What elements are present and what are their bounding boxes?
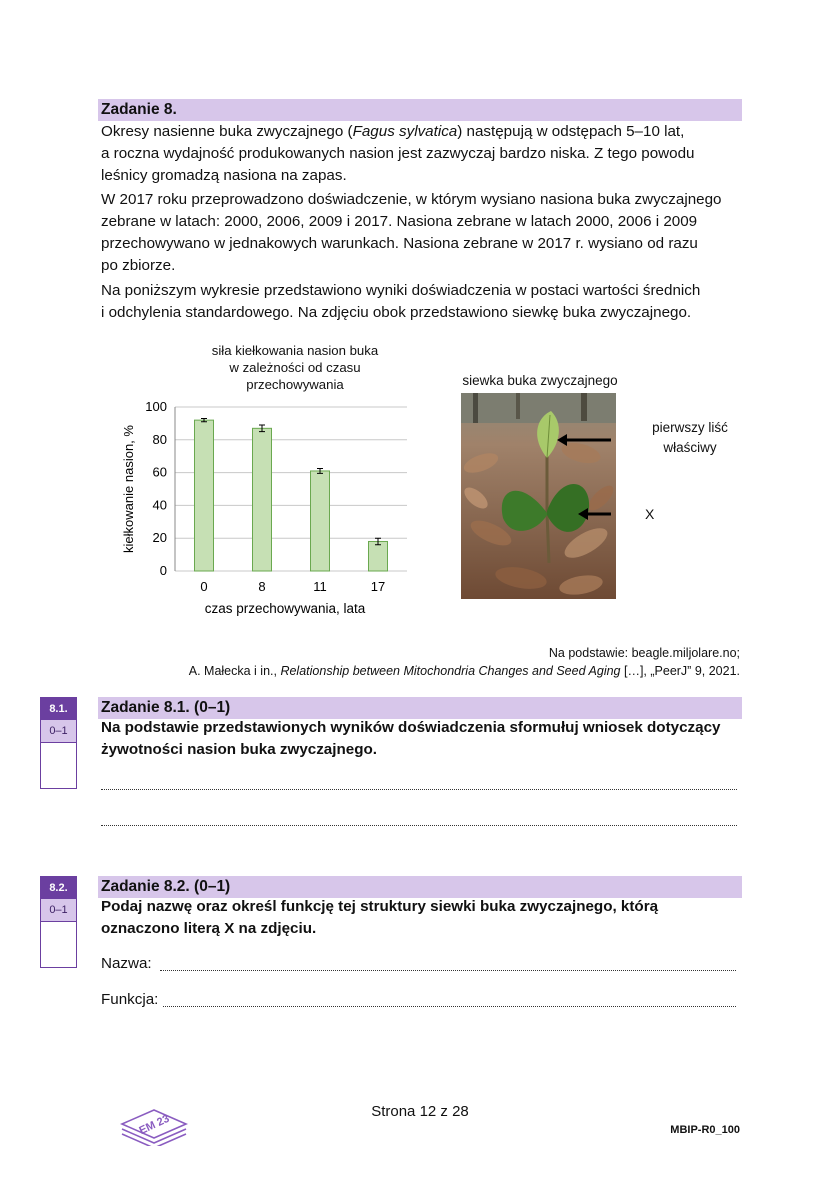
chart-x-axis-label: czas przechowywania, lata — [204, 601, 366, 616]
intro-line-3: leśnicy gromadzą nasiona na zapas. — [101, 167, 347, 184]
first-leaf-label — [630, 418, 750, 458]
germination-chart — [110, 395, 420, 625]
function-answer-line[interactable] — [163, 1005, 736, 1007]
chart-y-tick-label: 20 — [152, 530, 167, 546]
chart-x-tick-label: 8 — [258, 579, 266, 594]
chart-y-tick-label: 100 — [145, 399, 167, 414]
first-leaf-label-line-2: właściwy — [663, 440, 717, 455]
exam-code: MBIP-R0_100 — [670, 1124, 740, 1136]
chart-description-line-2: i odchylenia standardowego. Na zdjęciu obok przedstawiono siewkę buka zwyczajnego. — [101, 304, 692, 321]
chart-bar — [369, 541, 388, 571]
answer-line-2[interactable] — [101, 824, 737, 826]
chart-bar — [253, 428, 272, 571]
chart-bar — [311, 471, 330, 571]
first-leaf-label-line-1: pierwszy liść — [652, 420, 728, 435]
chart-bar — [195, 420, 214, 571]
task-8-1-number: 8.1. — [41, 698, 76, 720]
intro-line-1: Okresy nasienne buka zwyczajnego (Fagus sylvatica) następują w odstępach 5–10 lat, — [101, 123, 685, 140]
exam-logo-text: EM 23 — [137, 1112, 172, 1138]
chart-y-tick-label: 0 — [159, 563, 167, 578]
experiment-line-4: po zbiorze. — [101, 257, 176, 274]
chart-x-tick-label: 17 — [370, 579, 386, 594]
task-8-1-score-box — [40, 697, 77, 789]
source-note — [189, 644, 740, 680]
experiment-paragraph — [101, 189, 741, 277]
chart-title — [170, 342, 420, 393]
chart-title-line-3: przechowywania — [246, 377, 344, 392]
task-8-2-header: Zadanie 8.2. (0–1) — [98, 876, 742, 898]
chart-description-paragraph — [101, 280, 741, 324]
task-8-2-number: 8.2. — [41, 877, 76, 899]
task-8-1-question-line-2: żywotności nasion buka zwyczajnego. — [101, 741, 377, 758]
x-label: X — [645, 506, 655, 522]
chart-description-line-1: Na poniższym wykresie przedstawiono wyniki doświadczenia w postaci wartości średnich — [101, 282, 701, 299]
photo-title: siewka buka zwyczajnego — [462, 373, 618, 388]
answer-line-1[interactable] — [101, 788, 737, 790]
chart-y-tick-label: 40 — [152, 497, 167, 513]
intro-paragraph — [101, 121, 741, 187]
task-8-2-question — [101, 896, 741, 940]
chart-y-tick-label: 80 — [152, 431, 167, 447]
source-line-2: A. Małecka i in., Relationship between Mitochondria Changes and Seed Aging […], „PeerJ” 9, 2021. — [188, 664, 740, 678]
source-line-1: Na podstawie: beagle.miljolare.no; — [548, 646, 740, 660]
chart-y-axis-label: kiełkowanie nasion, % — [121, 425, 136, 553]
function-field-label: Funkcja: — [101, 991, 159, 1008]
chart-title-line-1: siła kiełkowania nasion buka — [211, 343, 379, 358]
task-8-2-score-box — [40, 876, 77, 968]
experiment-line-3: przechowywano w jednakowych warunkach. Nasiona zebrane w 2017 r. wysiano od razu — [101, 235, 698, 252]
experiment-line-2: zebrane w latach: 2000, 2006, 2009 i 2017. Nasiona zebrane w latach 2000, 2006 i 2009 — [101, 213, 698, 230]
task-8-1-question — [101, 717, 741, 761]
task-8-header: Zadanie 8. — [98, 99, 742, 121]
chart-x-tick-label: 11 — [313, 579, 327, 594]
task-8-2-question-line-1: Podaj nazwę oraz określ funkcję tej struktury siewki buka zwyczajnego, którą — [101, 898, 659, 915]
page-number: Strona 12 z 28 — [371, 1103, 469, 1120]
task-8-2-points: 0–1 — [41, 899, 76, 922]
chart-title-line-2: w zależności od czasu — [229, 360, 361, 375]
task-8-1-header: Zadanie 8.1. (0–1) — [98, 697, 742, 719]
intro-line-2: a roczna wydajność produkowanych nasion jest zazwyczaj bardzo niska. Z tego powodu — [101, 145, 695, 162]
chart-x-tick-label: 0 — [200, 579, 208, 594]
task-8-2-question-line-2: oznaczono literą X na zdjęciu. — [101, 920, 317, 937]
name-answer-line[interactable] — [160, 969, 736, 971]
name-field-label: Nazwa: — [101, 955, 152, 972]
experiment-line-1: W 2017 roku przeprowadzono doświadczenie, w którym wysiano nasiona buka zwyczajnego — [101, 191, 722, 208]
task-8-1-points: 0–1 — [41, 720, 76, 743]
seedling-photo — [461, 393, 616, 599]
chart-y-tick-label: 60 — [152, 464, 167, 480]
task-8-1-question-line-1: Na podstawie przedstawionych wyników doświadczenia sformułuj wniosek dotyczący — [101, 719, 721, 736]
